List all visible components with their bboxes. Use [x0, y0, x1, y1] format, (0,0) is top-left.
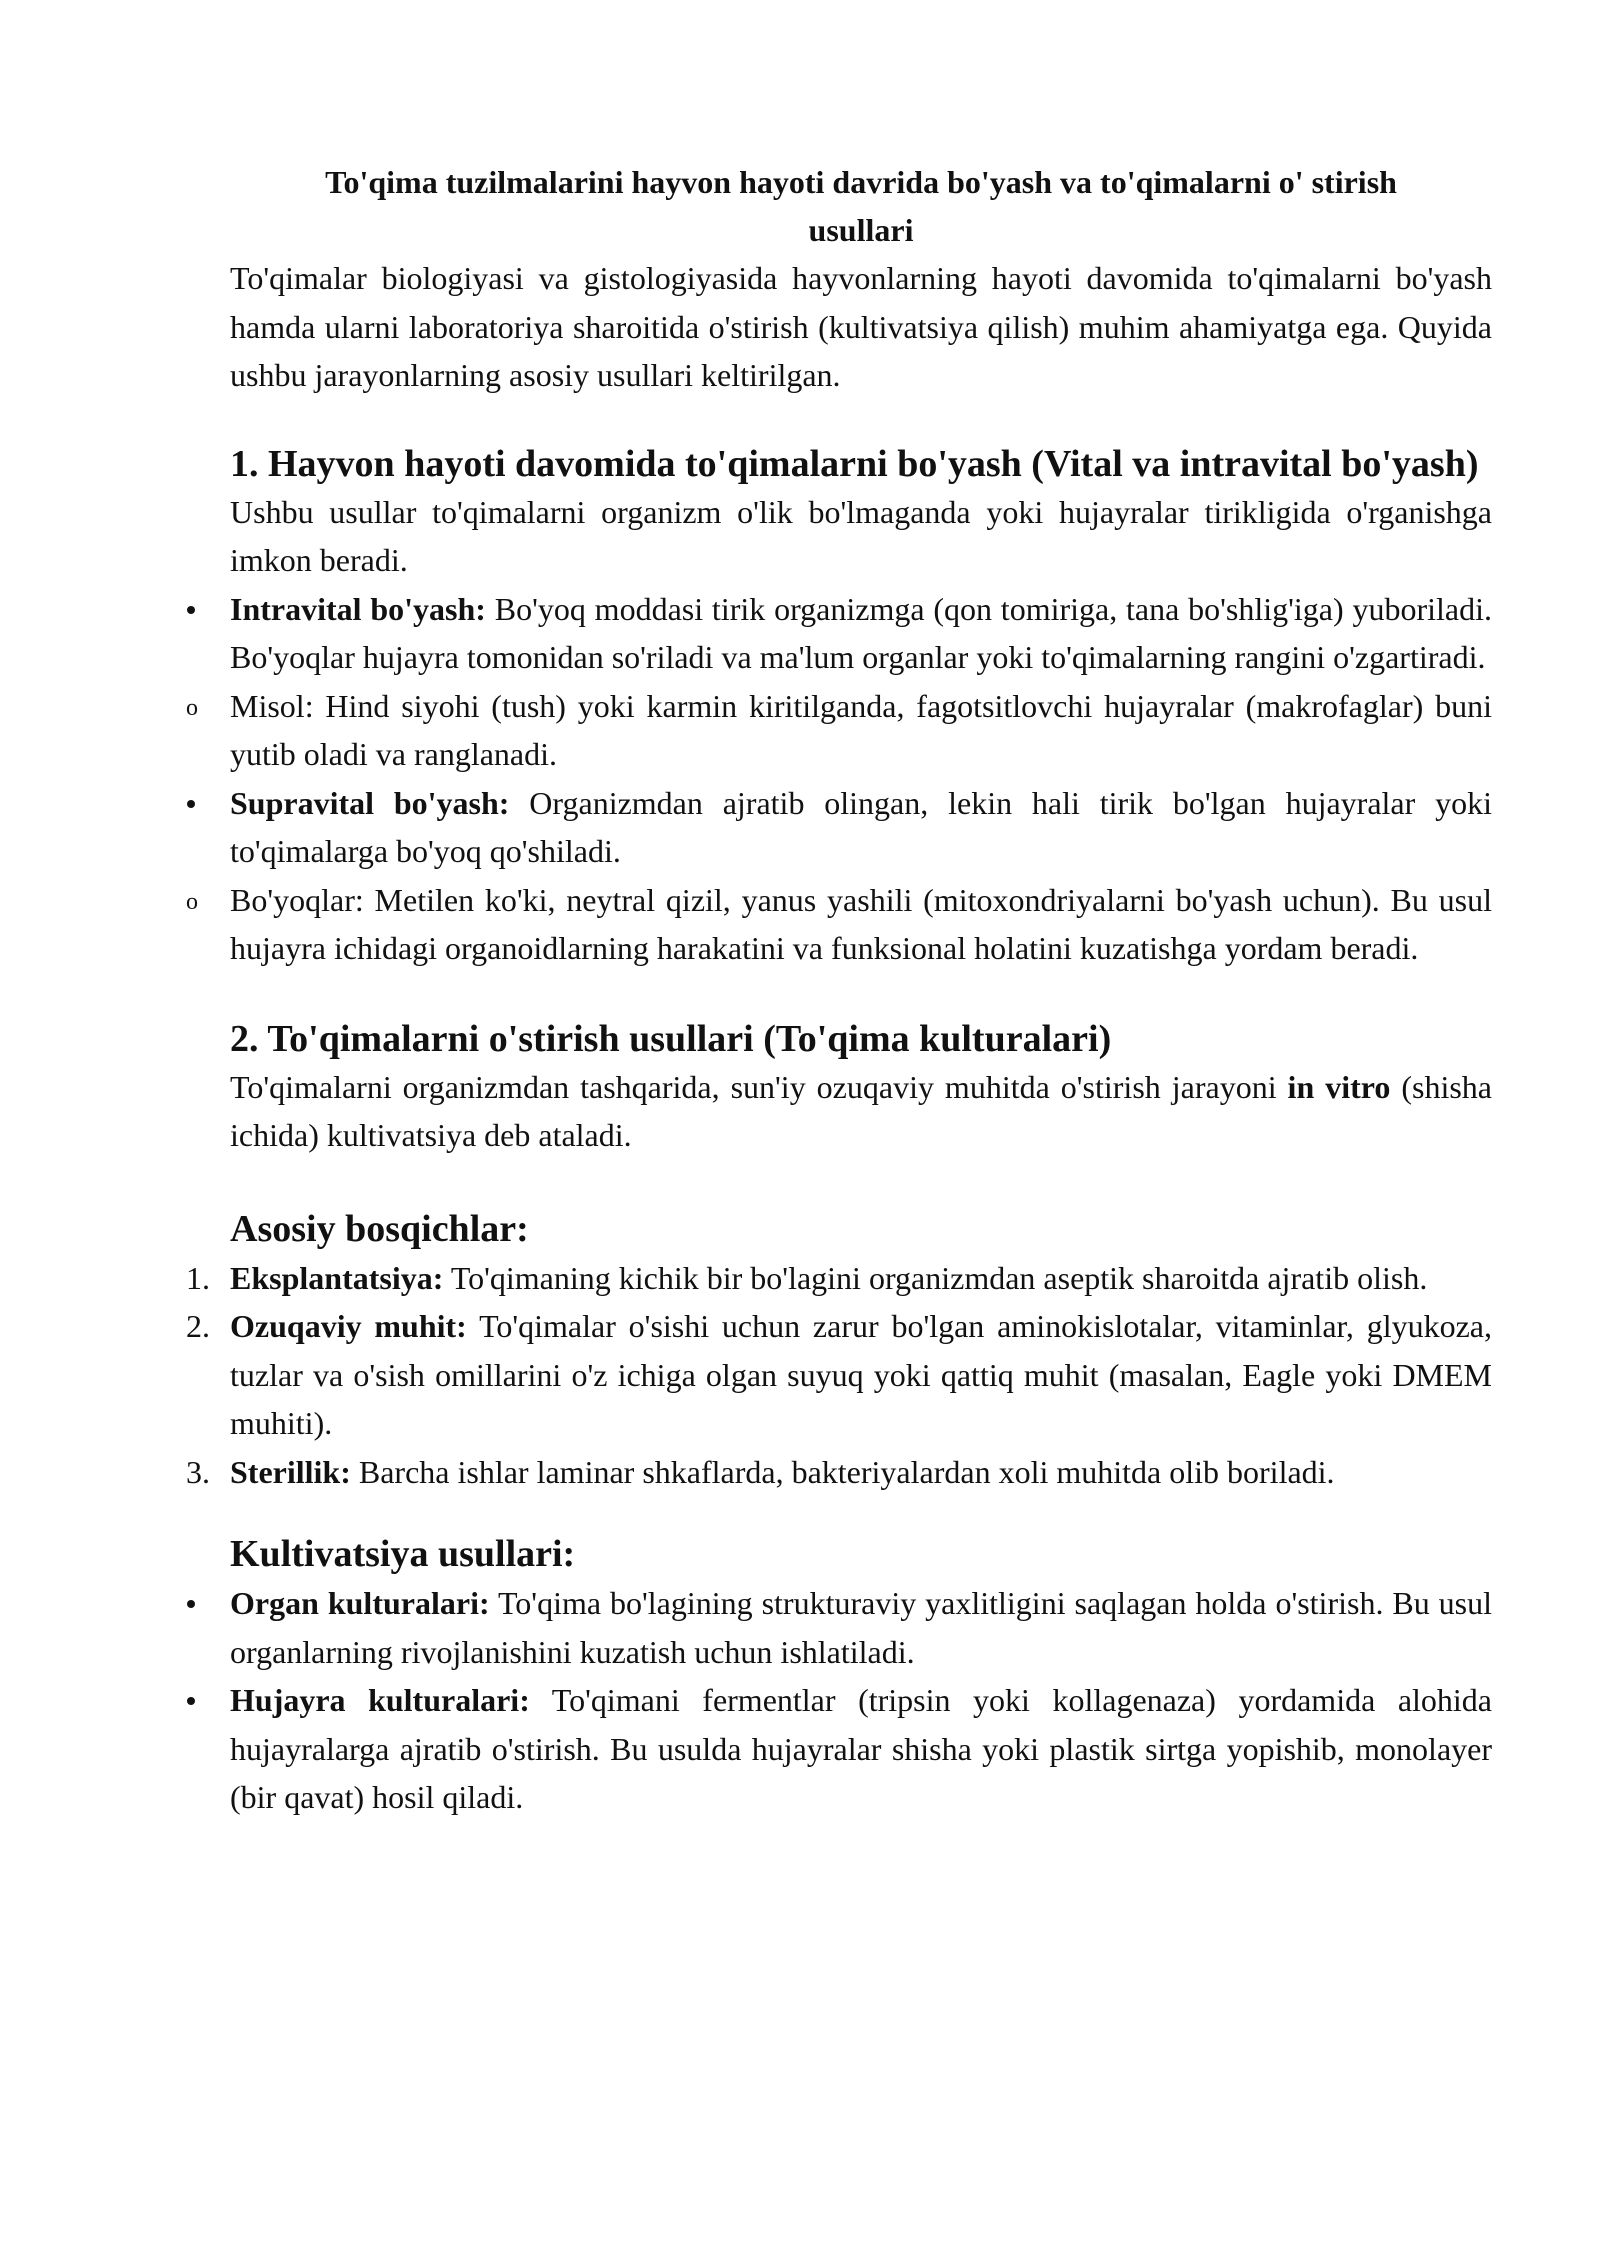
list-item-text: To'qimalar o'sishi uchun zarur bo'lgan aminokislotalar, vitaminlar, glyukoza, tuzlar va o'sish omillarini o'z ichiga olgan suyuq yoki qattiq muhit (masalan, Eagle yoki DMEM muhiti). [230, 1308, 1493, 1441]
section2-intro-after: (shisha ichida) kultivatsiya deb ataladi. [230, 1068, 1492, 1153]
list-number: 2. [186, 1308, 210, 1344]
list-item-term: Ozuqaviy muhit: [230, 1308, 467, 1344]
list-item [186, 876, 1492, 973]
list-item [186, 1254, 1492, 1303]
section1-intro: Ushbu usullar to'qimalarni organizm o'lik bo'lmaganda yoki hujayralar tirikligida o'rganishga imkon beradi. [230, 493, 1492, 578]
sub-bullet-marker: o [186, 888, 198, 915]
list-item [230, 585, 1492, 682]
section2-heading: 2. To'qimalarni o'stirish usullari (To'qima kulturalari) [230, 1017, 1112, 1060]
section2-intro-before: To'qimalarni organizmdan tashqarida, sun'iy ozuqaviy muhitda o'stirish jarayoni [230, 1068, 1288, 1105]
list-item-text: To'qimani fermentlar (tripsin yoki kollagenaza) yordamida alohida hujayralarga ajratib o'stirish. Bu usulda hujayralar shisha yoki plastik sirtga yopishib, monolayer (bir qavat) hosil qiladi. [230, 1682, 1493, 1815]
sub-bullet-marker: o [186, 694, 198, 721]
list-item-text: Misol: Hind siyohi (tush) yoki karmin kiritilganda, fagotsitlovchi hujayralar (makrofaglar) buni yutib oladi va ranglanadi. [230, 687, 1492, 772]
intro-paragraph: To'qimalar biologiyasi va gistologiyasida hayvonlarning hayoti davomida to'qimalarni bo'yash hamda ularni laboratoriya sharoitida o'stirish (kultivatsiya qilish) muhim ahamiyatga ega. Quyida ushbu jarayonlarning asosiy usullari keltirilgan. [230, 260, 1492, 393]
list-item-text: Organizmdan ajratib olingan, lekin hali tirik bo'lgan hujayralar yoki to'qimalarga bo'yoq qo'shiladi. [230, 784, 1493, 869]
document-title-line1: To'qima tuzilmalarini hayvon hayoti davrida bo'yash va to'qimalarni o' stirish [325, 164, 1397, 200]
document-title [210, 158, 1512, 254]
list-number: 3. [186, 1453, 210, 1490]
list-item [186, 1302, 1493, 1448]
list-item-term: Hujayra kulturalari: [230, 1682, 530, 1718]
list-item-text: Barcha ishlar laminar shkaflarda, bakteriyalardan xoli muhitda olib boriladi. [350, 1453, 1335, 1490]
list-item-term: Sterillik: [230, 1453, 351, 1490]
document-page [186, 158, 1493, 1822]
methods-heading: Kultivatsiya usullari: [230, 1533, 576, 1575]
list-item [230, 1579, 1492, 1676]
list-item-term: Eksplantatsiya: [230, 1259, 444, 1296]
list-number: 1. [186, 1259, 210, 1296]
list-item [186, 1448, 1492, 1497]
section2-intro [230, 1063, 1492, 1160]
document-title-line2: usullari [808, 212, 914, 248]
list-item-text: To'qima bo'lagining strukturaviy yaxlitligini saqlagan holda o'stirish. Bu usul organlarning rivojlanishini kuzatish uchun ishlatiladi. [230, 1585, 1493, 1670]
section1-heading: 1. Hayvon hayoti davomida to'qimalarni bo'yash (Vital va intravital bo'yash) [230, 442, 1479, 485]
list-item-term: Intravital bo'yash: [230, 590, 486, 627]
section2-intro-bold: in vitro [1287, 1068, 1391, 1105]
list-item [230, 779, 1492, 876]
list-item-term: Supravital bo'yash: [230, 784, 510, 821]
stages-heading: Asosiy bosqichlar: [230, 1207, 529, 1250]
list-item [230, 1676, 1492, 1822]
list-item-text: Bo'yoq moddasi tirik organizmga (qon tomiriga, tana bo'shlig'iga) yuboriladi. Bo'yoqlar hujayra tomonidan so'riladi va ma'lum organlar yoki to'qimalarning rangini o'zgartiradi. [230, 590, 1493, 675]
list-item-text: Bo'yoqlar: Metilen ko'ki, neytral qizil, yanus yashili (mitoxondriyalarni bo'yash uchun). Bu usul hujayra ichidagi organoidlarning harakatini va funksional holatini kuzatishga yordam beradi. [230, 881, 1492, 966]
list-item [186, 682, 1492, 779]
list-item-text: To'qimaning kichik bir bo'lagini organizmdan aseptik sharoitda ajratib olish. [443, 1259, 1428, 1296]
list-item-term: Organ kulturalari: [230, 1585, 490, 1621]
